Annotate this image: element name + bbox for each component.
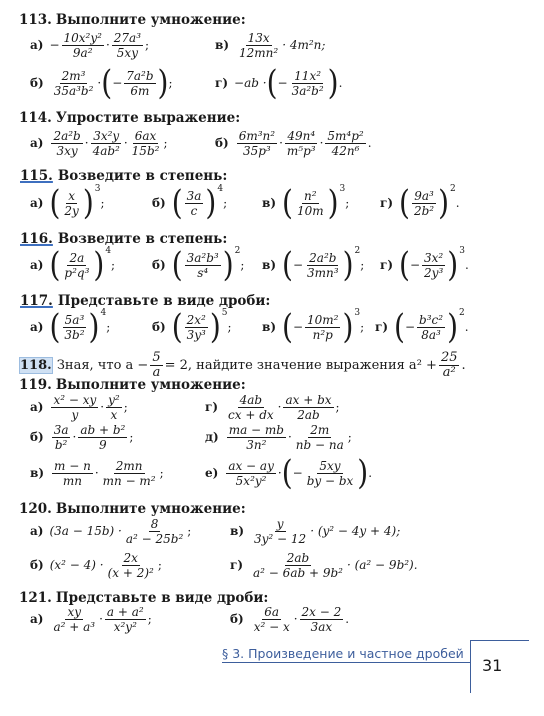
problem-117-g: г) ( − $\frac{\text{b³c²}}{\text{8a³}}$ ) 2 .	[375, 306, 469, 347]
footer-rule	[222, 662, 470, 663]
problem-120-g: г) 2ab a² − 6ab + 9b² · (a² − 9b²).	[230, 550, 418, 580]
problem-115-g: г) ( 9a³ 2b² ) 2 .	[380, 182, 460, 223]
problem-116-b: б) ( 3a²b³ s⁴ ) 2 ;	[152, 244, 245, 285]
problem-115-b: б) ( 3a c ) 4 ;	[152, 182, 228, 223]
problem-121-heading: 121. Представьте в виде дроби:	[19, 590, 269, 606]
problem-113-heading	[19, 12, 246, 28]
problem-119-heading: 119. Выполните умножение:	[19, 377, 246, 393]
problem-117-v: в) ( − $\frac{\text{10m²}}{\text{n²p}}$ ) 3 ;	[262, 306, 365, 347]
problem-121-b: б) 6a x² − x · 2x − 2 3ax .	[230, 604, 350, 634]
problem-121-a: а) xy a² + a³ · a + a² x²y² ;	[30, 604, 152, 634]
problem-number: 113.	[19, 12, 52, 28]
problem-118: 118. Зная, что a − $\frac{5}{a}$ = 2, найдите значение выражения a² + $\frac{25}{\text{a²}}$ .	[20, 349, 466, 380]
problem-114-a: а) 2a²b 3xy · 3x²y 4ab² · 6ax 15b² ;	[30, 128, 168, 158]
problem-116-a: а) ( 2a p²q³ ) 4 ;	[30, 244, 116, 285]
problem-120-a: а) (3a − 15b) · 8 a² − 25b² ;	[30, 516, 192, 546]
problem-113-g: г) −ab · ( − $\frac{\text{11x²}}{\text{3a²b²}}$ ) .	[215, 62, 343, 103]
problem-115-a: а) ( x 2y ) 3 ;	[30, 182, 105, 223]
problem-116-v: в) ( − $\frac{\text{2a²b}}{\text{3mn³}}$ ) 2 ;	[262, 244, 365, 285]
problem-120-heading: 120. Выполните умножение:	[19, 501, 246, 517]
problem-119-g: г) 4ab cx + dx · ax + bx 2ab ;	[205, 392, 340, 422]
problem-119-a: а) x² − xy y · y² x ;	[30, 392, 128, 422]
problem-120-b: б) (x² − 4) · 2x (x + 2)² ;	[30, 550, 162, 580]
problem-113-a: а) − $\frac{\text{10x²y²}}{\text{9a²}}$ · 27a³ 5xy ;	[30, 30, 150, 60]
problem-114-b: б) 6m³n² 35p³ · 49n⁴ m⁵p³ · 5m⁴p² 42n⁶ .	[215, 128, 372, 158]
problem-119-e: е) ax − ay 5x²y² · ( − $\frac{5xy}{by - bx}$ ) .	[205, 452, 373, 493]
problem-119-v: в) m − n mn · 2mn mn − m² ;	[30, 458, 164, 488]
problem-117-b: б) ( 2x² 3y³ ) 5 ;	[152, 306, 232, 347]
section-footer: § 3. Произведение и частное дробей	[222, 646, 464, 661]
problem-119-d: д) ma − mb 3n² · 2m nb − na ;	[205, 422, 352, 452]
problem-115-heading: 115. Возведите в степень:	[20, 168, 228, 184]
problem-117-heading: 117. Представьте в виде дроби:	[20, 293, 271, 309]
problem-114-heading: 114. Упростите выражение:	[19, 110, 241, 126]
problem-113-b: б) 2m³ 35a³b² · ( − $\frac{\text{7a²b}}{6m}$ ) ;	[30, 62, 173, 103]
problem-120-v: в) y 3y² − 12 · (y² − 4y + 4);	[230, 516, 401, 546]
problem-119-b: б) 3a b² · ab + b² 9 ;	[30, 422, 134, 452]
problem-117-a: а) ( 5a³ 3b² ) 4 ;	[30, 306, 111, 347]
problem-116-g: г) ( − $\frac{\text{3x²}}{\text{2y³}}$ ) 3 .	[380, 244, 469, 285]
problem-116-heading: 116. Возведите в степень:	[20, 231, 228, 247]
page-number: 31	[482, 656, 503, 675]
problem-113-v: в) 13x 12mn² · 4m²n;	[215, 30, 326, 60]
problem-115-v: в) ( n² 10m ) 3 ;	[262, 182, 350, 223]
problem-title: Выполните умножение:	[55, 12, 246, 28]
